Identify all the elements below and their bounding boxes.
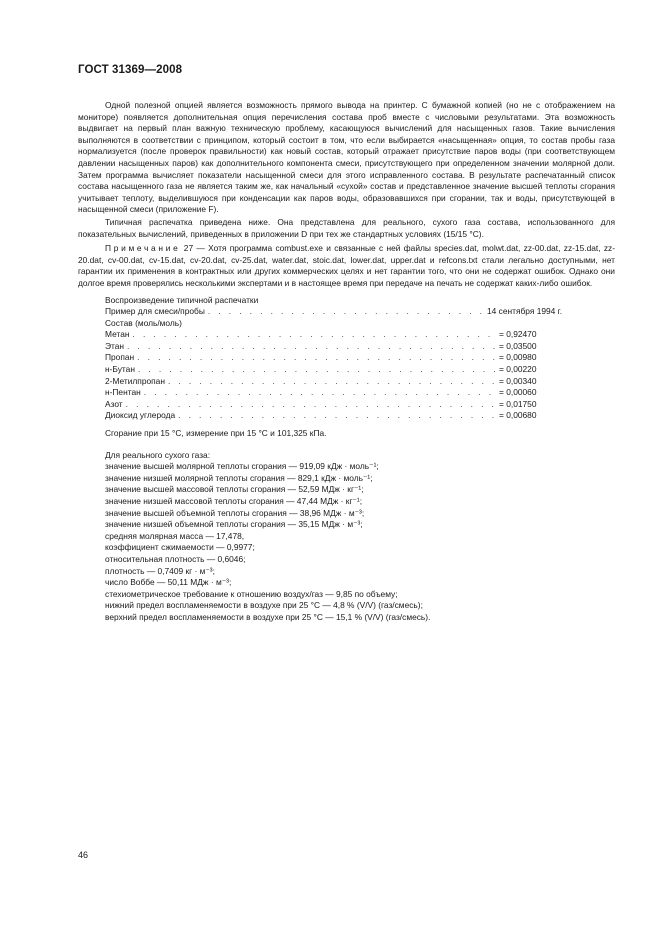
component-value: = 0,00220 [499,364,537,375]
leader-dots [132,329,495,341]
result-line: значение высшей массовой теплоты сгорания — 52,59 МДж · кг⁻¹; [105,484,364,495]
component-row [105,387,585,399]
page-number: 46 [78,850,89,860]
component-row [105,410,585,422]
component-name: Этан [105,340,125,351]
result-line: верхний предел воспламеняемости в воздухе при 25 °С — 15,1 % (V/V) (газ/смесь). [105,611,431,622]
sample-value: 14 сентября 1994 г. [487,306,563,317]
note-paragraph [78,243,615,289]
spacer [105,440,585,450]
component-value: = 0,00340 [499,375,537,386]
leader-dots [138,364,495,376]
result-line: относительная плотность — 0,6046; [105,553,246,564]
component-row [105,341,585,353]
document-body [78,100,615,624]
sample-label: Пример для смеси/пробы [105,306,205,317]
leader-dots [126,399,495,411]
leader-dots [208,306,483,318]
leader-dots [178,410,495,422]
component-row [105,352,585,364]
component-value: = 0,00680 [499,410,537,421]
leader-dots [137,352,495,364]
document-header: ГОСТ 31369—2008 [78,64,183,76]
component-row [105,399,585,411]
component-name: н-Пентан [105,387,141,398]
component-name: 2-Метилпропан [105,375,165,386]
note-label: Примечание [105,243,181,254]
component-row [105,364,585,376]
note-text: 27 — Хотя программа combust.exe и связанные с ней файлы species.dat, molwt.dat, zz-00.dat, zz-15.dat, zz-20.dat, cv-00.dat, cv-15.dat, cv-20.dat, cv-25.dat, water.dat, stoic.dat, lower.dat, upper.dat и refcons.txt стали легально доступными, нет гарантии их применения в контрактных или других коммерческих целях и нет гарантии того, что они не содержат ошибок. Однако они долгое время проверялись несколькими экспертами и в настоящее время при передаче на печать не содержат каких-либо ошибок. [78,243,616,288]
result-line: значение высшей молярной теплоты сгорания — 919,09 кДж · моль⁻¹; [105,461,379,472]
paragraph-typical-printout: Типичная распечатка приведена ниже. Она представлена для реального, сухого газа состава, использованного для показательных вычислений, приведенных в приложении D при тех же стандартных условиях (15/15 °С). [78,216,615,239]
result-line: нижний предел воспламеняемости в воздухе при 25 °С — 4,8 % (V/V) (газ/смесь); [105,600,423,611]
result-line: значение низшей молярной теплоты сгорания — 829,1 кДж · моль⁻¹; [105,472,373,483]
result-line: значение высшей объемной теплоты сгорания — 38,96 МДж · м⁻³; [105,507,365,518]
result-line: средняя молярная масса — 17,478, [105,530,245,541]
component-name: Диоксид углерода [105,410,176,421]
paragraph-printer-option: Одной полезной опцией является возможность прямого вывода на принтер. С бумажной копией (но не с отображением на мониторе) появляется дополнительная опция перечисления состава проб вместе с числовыми результатами. Эта возможность выдвигает на первый план важную техническую проблему, касающуюся вычислений для насыщенных газов. Такие вычисления выполняются в соответствии с принципом, который состоит в том, что если выбирается «насыщенная» опция, то состав пробы газа нормализуется (после проверок правильности) как новый состав, который отражает присутствие паров воды (при соответствующем давлении насыщенных паров) как дополнительного компонента смеси, присутствующего при определенном значении молярной доли. Затем программа вычисляет показатели насыщенной смеси для этого исправленного состава. В результате распечатанный список состава насыщенного газа не является таким же, как начальный «сухой» состав и представленное значение высшей теплоты сгорания учитывает теплоту, выделившуюся при конденсации как паров воды, образовавшихся при сгорании, так и воды, присутствующей в насыщенной смеси (приложение F). [78,100,615,215]
component-name: н-Бутан [105,364,135,375]
result-line: плотность — 0,7409 кг · м⁻³; [105,565,215,576]
result-line: стехиометрическое требование к отношению воздух/газ — 9,85 по объему; [105,588,398,599]
component-value: = 0,00980 [499,352,537,363]
component-value: = 0,00060 [499,387,537,398]
leader-dots [144,387,495,399]
result-line: коэффициент сжимаемости — 0,9977; [105,542,255,553]
sample-row [105,306,585,318]
result-line: значение низшей объемной теплоты сгорания — 35,15 МДж · м⁻³; [105,519,363,530]
leader-dots [168,376,495,388]
component-value: = 0,92470 [499,329,537,340]
printout-block [105,295,585,624]
component-row [105,376,585,388]
result-line: число Воббе — 50,11 МДж · м⁻³; [105,577,232,588]
component-name: Пропан [105,352,135,363]
component-name: Азот [105,398,123,409]
component-value: = 0,03500 [499,340,537,351]
real-gas-heading: Для реального сухого газа: [105,449,211,460]
combustion-conditions: Сгорание при 15 °С, измерение при 15 °С и 101,325 кПа. [105,428,327,439]
printout-heading: Воспроизведение типичной распечатки [105,294,259,305]
component-value: = 0,01750 [499,398,537,409]
composition-heading: Состав (моль/моль) [105,317,182,328]
component-row [105,329,585,341]
component-name: Метан [105,329,130,340]
leader-dots [127,341,495,353]
result-line: значение низшей массовой теплоты сгорания — 47,44 МДж · кг⁻¹; [105,496,363,506]
